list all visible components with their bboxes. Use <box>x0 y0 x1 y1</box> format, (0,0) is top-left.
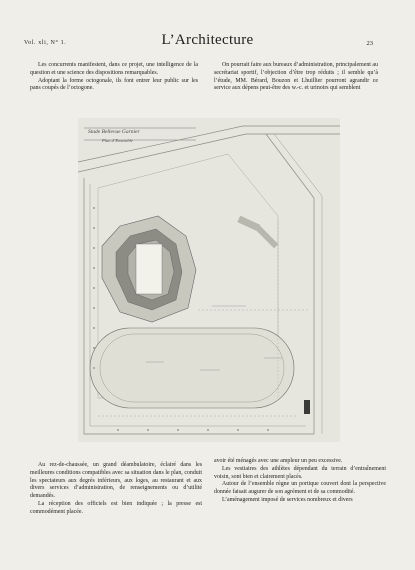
paragraph: Les concurrents manifestent, dans ce projet, une intelligence de la question et une science des dispositions remarquables. <box>30 62 198 76</box>
paragraph: Les vestiaires des athlètes dépendant du terrain d’entraînement voisin, sont bien et clairement placés. <box>214 465 386 480</box>
text-column-bottom-right <box>214 458 386 505</box>
paragraph: Adoptant la forme octogonale, ils font entrer leur public sur les pans coupés de l’octogone. <box>30 77 198 92</box>
paragraph: L’aménagement imposé de services nombreux et divers <box>222 496 353 503</box>
text-column-top-right <box>214 62 378 93</box>
paragraph: On pourrait faire aux bureaux d’administration, principalement au secrétariat sportif, l’objection d’être trop réduits ; il semble qu’à l’étude, MM. Bérard, Bouzon et Lhuillier pourront agrandir ce service aux dépens peut-être des w.-c. et urinoirs qui semblent <box>214 62 378 92</box>
text-column-top-left <box>30 62 198 93</box>
stadium-site-plan <box>78 118 340 442</box>
text-column-bottom-left <box>30 462 202 517</box>
volume-label: Vol. xli, N° 1. <box>24 40 67 46</box>
plan-subtitle: Plan d’Ensemble <box>102 138 133 143</box>
paragraph: Au rez-de-chaussée, un grand déambulatoire, éclairé dans les meilleures conditions compatibles avec sa situation dans le plan, conduit les spectateurs aux degrés inférieurs, aux loges, au restaurant et aux divers services d’administration, de renseignements ou d’utilité demandés. <box>30 462 202 500</box>
plan-title: Stade Bellevue Garnier <box>88 129 140 135</box>
paragraph-continuation: avoir été ménagés avec une ampleur un peu excessive. <box>214 458 343 464</box>
paragraph: Autour de l’ensemble règne un portique couvert dont la perspective donnée faisait augurer de son agrément et de sa commodité. <box>214 481 386 496</box>
page-number: 23 <box>366 40 373 47</box>
paragraph: La réception des officiels est bien indiquée ; la presse est commodément placée. <box>30 500 202 515</box>
page-title: L’Architecture <box>161 32 254 48</box>
